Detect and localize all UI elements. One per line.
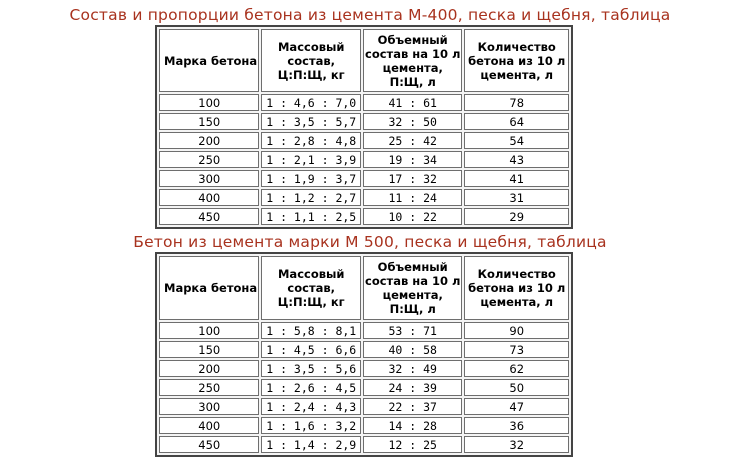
cell-grade: 400: [159, 417, 259, 434]
cell-mass: 1 : 1,4 : 2,9: [261, 436, 360, 453]
cell-yield: 47: [464, 398, 569, 415]
cell-grade: 400: [159, 189, 259, 206]
table1-body: [159, 94, 569, 225]
cell-volume: 19 : 34: [363, 151, 462, 168]
cell-grade: 200: [159, 132, 259, 149]
cell-volume: 12 : 25: [363, 436, 462, 453]
cell-yield: 50: [464, 379, 569, 396]
cell-mass: 1 : 2,4 : 4,3: [261, 398, 360, 415]
table-row: [159, 379, 569, 396]
cell-mass: 1 : 1,9 : 3,7: [261, 170, 360, 187]
cell-volume: 17 : 32: [363, 170, 462, 187]
table-row: [159, 360, 569, 377]
table-row: [159, 322, 569, 339]
cell-yield: 64: [464, 113, 569, 130]
cell-volume: 53 : 71: [363, 322, 462, 339]
cell-mass: 1 : 1,2 : 2,7: [261, 189, 360, 206]
cell-mass: 1 : 5,8 : 8,1: [261, 322, 360, 339]
table-row: [159, 113, 569, 130]
cell-mass: 1 : 2,6 : 4,5: [261, 379, 360, 396]
cell-yield: 29: [464, 208, 569, 225]
table-row: [159, 398, 569, 415]
header-concrete-grade: Марка бетона: [159, 29, 259, 92]
cell-yield: 90: [464, 322, 569, 339]
table-row: [159, 208, 569, 225]
table-row: [159, 417, 569, 434]
cell-mass: 1 : 3,5 : 5,6: [261, 360, 360, 377]
cell-yield: 41: [464, 170, 569, 187]
cell-volume: 32 : 50: [363, 113, 462, 130]
cell-volume: 10 : 22: [363, 208, 462, 225]
table1-title: Состав и пропорции бетона из цемента М-400, песка и щебня, таблица: [69, 6, 671, 24]
header-volume-composition: Объемный состав на 10 л цемента, П:Щ, л: [363, 256, 462, 320]
cell-mass: 1 : 4,6 : 7,0: [261, 94, 360, 111]
cell-grade: 100: [159, 322, 259, 339]
cell-mass: 1 : 1,1 : 2,5: [261, 208, 360, 225]
cell-grade: 150: [159, 113, 259, 130]
table2-title: Бетон из цемента марки М 500, песка и щебня, таблица: [133, 233, 607, 251]
table-row: [159, 341, 569, 358]
cell-mass: 1 : 4,5 : 6,6: [261, 341, 360, 358]
cell-grade: 450: [159, 208, 259, 225]
table-header-row: [159, 29, 569, 92]
header-volume-composition: Объемный состав на 10 л цемента, П:Щ, л: [363, 29, 462, 92]
header-concrete-grade: Марка бетона: [159, 256, 259, 320]
cell-mass: 1 : 3,5 : 5,7: [261, 113, 360, 130]
cell-grade: 150: [159, 341, 259, 358]
table-row: [159, 151, 569, 168]
table-row: [159, 436, 569, 453]
cell-yield: 73: [464, 341, 569, 358]
header-concrete-yield: Количество бетона из 10 л цемента, л: [464, 29, 569, 92]
concrete-m500-table: [155, 252, 573, 457]
cell-volume: 40 : 58: [363, 341, 462, 358]
cell-yield: 31: [464, 189, 569, 206]
table-header-row: [159, 256, 569, 320]
cell-mass: 1 : 2,1 : 3,9: [261, 151, 360, 168]
header-mass-composition: Массовый состав, Ц:П:Щ, кг: [261, 256, 360, 320]
cell-volume: 41 : 61: [363, 94, 462, 111]
cell-volume: 14 : 28: [363, 417, 462, 434]
cell-volume: 11 : 24: [363, 189, 462, 206]
table-row: [159, 170, 569, 187]
concrete-m400-table: [155, 25, 573, 229]
cell-volume: 32 : 49: [363, 360, 462, 377]
table-row: [159, 189, 569, 206]
table-row: [159, 94, 569, 111]
table-row: [159, 132, 569, 149]
header-concrete-yield: Количество бетона из 10 л цемента, л: [464, 256, 569, 320]
cell-grade: 250: [159, 379, 259, 396]
cell-volume: 25 : 42: [363, 132, 462, 149]
header-mass-composition: Массовый состав, Ц:П:Щ, кг: [261, 29, 360, 92]
cell-yield: 78: [464, 94, 569, 111]
cell-grade: 300: [159, 398, 259, 415]
cell-mass: 1 : 2,8 : 4,8: [261, 132, 360, 149]
table2-body: [159, 322, 569, 453]
cell-yield: 32: [464, 436, 569, 453]
cell-grade: 250: [159, 151, 259, 168]
cell-volume: 22 : 37: [363, 398, 462, 415]
cell-grade: 450: [159, 436, 259, 453]
cell-yield: 43: [464, 151, 569, 168]
cell-grade: 100: [159, 94, 259, 111]
cell-yield: 62: [464, 360, 569, 377]
cell-yield: 54: [464, 132, 569, 149]
cell-mass: 1 : 1,6 : 3,2: [261, 417, 360, 434]
cell-yield: 36: [464, 417, 569, 434]
cell-grade: 300: [159, 170, 259, 187]
cell-volume: 24 : 39: [363, 379, 462, 396]
cell-grade: 200: [159, 360, 259, 377]
